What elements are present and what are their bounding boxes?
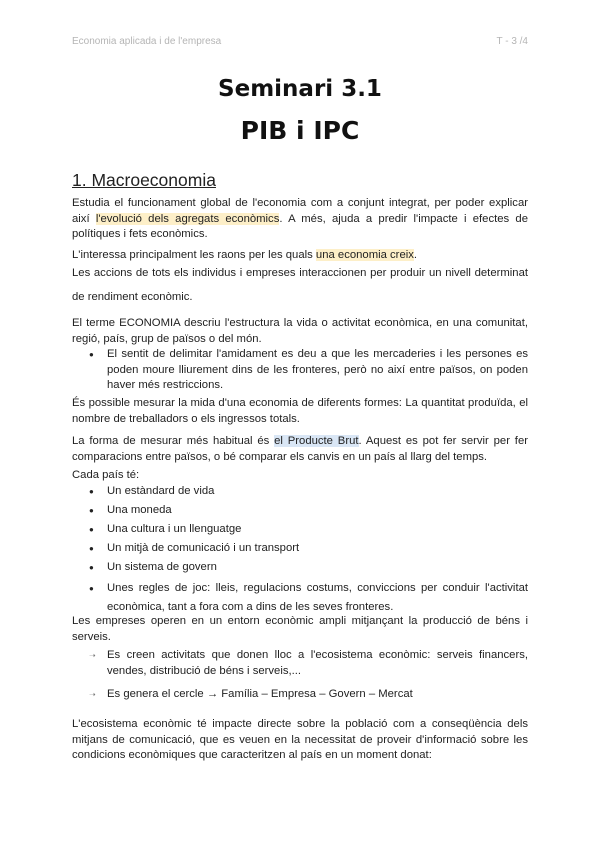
paragraph: Les empreses operen en un entorn econòmic ampli mitjançant la producció de béns i serveis.	[72, 615, 528, 643]
arrow-icon: ➝	[89, 690, 96, 699]
bullet-icon: ●	[89, 563, 94, 572]
list-item: ● El sentit de delimitar l'amidament es deu a que les mercaderies i les persones es poden moure lliurement dins de les fronteres, però no així entre països, on poden haver més restriccions.	[89, 348, 528, 391]
list-item: ● Una moneda	[107, 503, 528, 519]
document-subtitle: PIB i IPC	[240, 116, 360, 145]
header-page-number: T - 3 /4	[496, 36, 528, 47]
arrow-list-item: ➝ Es creen activitats que donen lloc a l'ecosistema econòmic: serveis financers, vendes, distribució de béns i serveis,...	[89, 649, 528, 677]
highlight: el Producte Brut	[274, 435, 359, 447]
section-heading: 1. Macroeconomia	[72, 170, 216, 190]
document-title: Seminari 3.1	[218, 76, 382, 102]
paragraph: Les accions de tots els individus i empreses interaccionen per produir un nivell determinat de rendiment econòmic.	[72, 267, 528, 303]
paragraph: L'ecosistema econòmic té impacte directe sobre la població com a conseqüència dels mitjans de comunicació, que es veuen en la necessitat de proveir d'informació sobre les condicions econòmiques que caracteritzen al país en un moment donat:	[72, 718, 528, 761]
paragraph: Estudia el funcionament global de l'economia com a conjunt integrat, per poder explicar així l'evolució dels agregats econòmics. A més, ajuda a predir l'impacte i efectes de polítiques i fets econòmics.	[72, 197, 528, 240]
bullet-icon: ●	[89, 525, 94, 534]
bullet-icon: ●	[89, 350, 94, 359]
list-item: ● Un estàndard de vida	[107, 484, 528, 500]
list-item: ● Una cultura i un llenguatge	[107, 522, 528, 538]
list-item: ● Un mitjà de comunicació i un transport	[107, 541, 528, 557]
arrow-icon: ➝	[89, 651, 96, 660]
highlight: una economia creix	[315, 249, 414, 261]
paragraph: És possible mesurar la mida d'una economia de diferents formes: La quantitat produïda, el nombre de treballadors o els ingressos totals.	[72, 397, 528, 425]
arrow-list-item: ➝ Es genera el cercle → Família – Empresa – Govern – Mercat	[107, 687, 528, 703]
bullet-icon: ●	[89, 584, 94, 593]
bullet-icon: ●	[89, 506, 94, 515]
paragraph: L'interessa principalment les raons per les quals una economia creix.	[72, 249, 418, 261]
highlight: l'evolució dels agregats econòmics	[95, 212, 280, 225]
header-course-title: Economia aplicada i de l'empresa	[72, 36, 222, 47]
paragraph: El terme ECONOMIA descriu l'estructura la vida o activitat econòmica, en una comunitat, regió, país, grup de països o del món.	[72, 317, 528, 345]
bullet-icon: ●	[89, 487, 94, 496]
paragraph: Cada país té:	[72, 469, 140, 481]
list-item: ● Un sistema de govern	[107, 560, 528, 576]
paragraph: La forma de mesurar més habitual és el Producte Brut. Aquest es pot fer servir per fer comparacions entre països, o bé comparar els canvis en un país al llarg del temps.	[72, 435, 528, 463]
bullet-icon: ●	[89, 544, 94, 553]
list-item: ● Unes regles de joc: lleis, regulacions costums, conviccions per conduir l'activitat econòmica, tant a fora com a dins de les seves fronteres.	[107, 579, 528, 617]
